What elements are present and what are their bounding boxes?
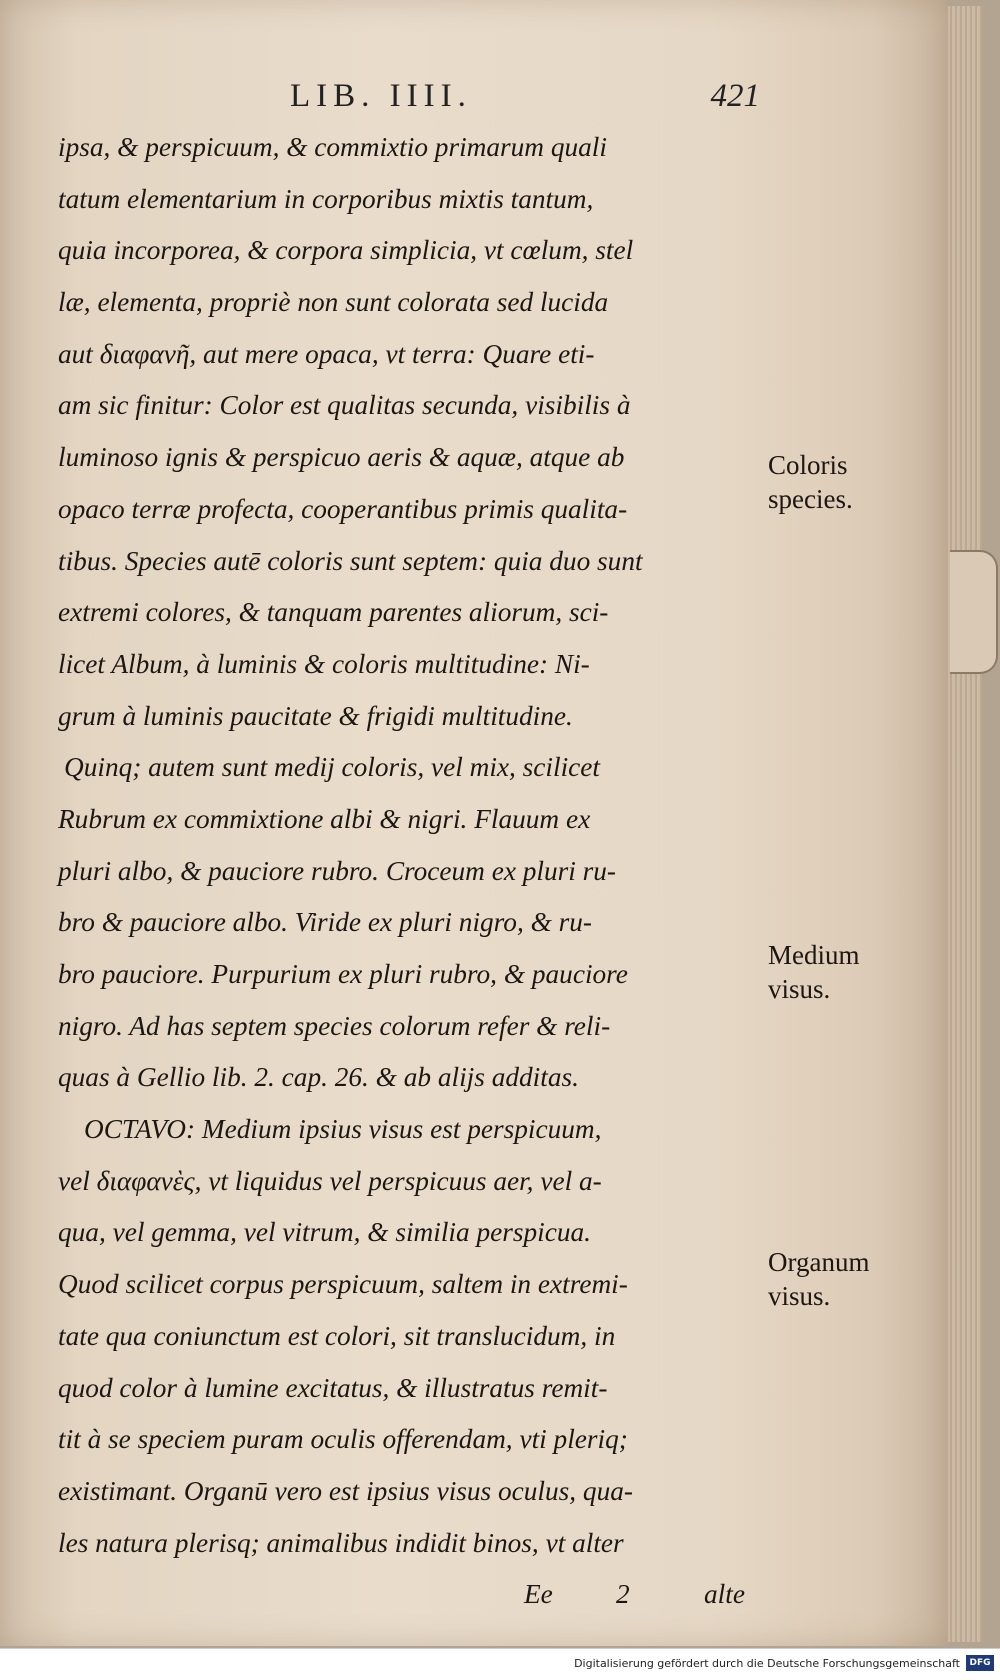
- text-line: opaco terræ profecta, cooperantibus primis qualita-: [58, 493, 628, 524]
- margin-note-line: species.: [768, 484, 853, 514]
- margin-note-medium-visus: [768, 938, 918, 1006]
- text-line: pluri albo, & pauciore rubro. Croceum ex pluri ru-: [58, 855, 617, 886]
- text-line: quod color à lumine excitatus, & illustratus remit-: [58, 1372, 608, 1403]
- text-line: Quinq; autem sunt medij coloris, vel mix, scilicet: [64, 752, 600, 783]
- text-line: les natura plerisq; animalibus indidit binos, vt alter: [58, 1527, 624, 1558]
- text-line: aut διαφανῆ, aut mere opaca, vt terra: Quare eti-: [58, 338, 595, 369]
- text-line: licet Album, à luminis & coloris multitudine: Ni-: [58, 648, 590, 679]
- catchline: [58, 1569, 764, 1621]
- funding-credit: Digitalisierung gefördert durch die Deutsche Forschungsgemeinschaft: [574, 1657, 960, 1670]
- running-head: [290, 78, 760, 118]
- page-edges: [948, 6, 982, 1642]
- margin-note-line: visus.: [768, 1281, 831, 1311]
- thumb-tab: [950, 550, 998, 674]
- text-line: tate qua coniunctum est colori, sit translucidum, in: [58, 1320, 616, 1351]
- margin-note-line: Organum: [768, 1247, 870, 1277]
- text-line: OCTAVO: Medium ipsius visus est perspicuum,: [84, 1114, 602, 1145]
- text-line: Rubrum ex commixtione albi & nigri. Flauum ex: [58, 803, 591, 834]
- margin-note-organum-visus: [768, 1245, 918, 1313]
- text-line: bro & pauciore albo. Viride ex pluri nigro, & ru-: [58, 907, 593, 938]
- text-line: extremi colores, & tanquam parentes aliorum, sci-: [58, 597, 609, 628]
- text-line: quia incorporea, & corpora simplicia, vt cœlum, stel: [58, 235, 634, 266]
- text-line: Quod scilicet corpus perspicuum, saltem in extremi-: [58, 1269, 628, 1300]
- text-line: ipsa, & perspicuum, & commixtio primarum quali: [58, 132, 607, 162]
- signature-number: 2: [616, 1579, 630, 1610]
- text-line: nigro. Ad has septem species colorum refer & reli-: [58, 1010, 611, 1041]
- margin-note-coloris-species: [768, 448, 918, 516]
- text-line: am sic finitur: Color est qualitas secunda, visibilis à: [58, 390, 631, 421]
- catchword: alte: [704, 1579, 745, 1610]
- margin-note-line: Medium: [768, 940, 860, 970]
- text-line: læ, elementa, propriè non sunt colorata sed lucida: [58, 287, 609, 318]
- text-line: vel διαφανὲς, vt liquidus vel perspicuus aer, vel a-: [58, 1165, 602, 1196]
- text-line: grum à luminis paucitate & frigidi multitudine.: [58, 700, 573, 731]
- text-line: tit à se speciem puram oculis offerendam, vti pleriq;: [58, 1424, 628, 1455]
- folio-number: 421: [710, 78, 760, 114]
- text-line: qua, vel gemma, vel vitrum, & similia perspicua.: [58, 1217, 591, 1248]
- footer-bar: [0, 1648, 1000, 1680]
- text-line: quas à Gellio lib. 2. cap. 26. & ab alijs additas.: [58, 1062, 579, 1093]
- signature-mark: Ee: [524, 1579, 553, 1610]
- text-line: bro pauciore. Purpurium ex pluri rubro, & pauciore: [58, 959, 628, 989]
- dfg-logo: DFG: [966, 1655, 994, 1671]
- text-line: existimant. Organū vero est ipsius visus oculus, qua-: [58, 1475, 633, 1506]
- text-line: tibus. Species autē coloris sunt septem: quia duo sunt: [58, 545, 643, 576]
- running-head-title: LIB. IIII.: [290, 78, 472, 114]
- body-text: [58, 122, 764, 1621]
- text-line: tatum elementarium in corporibus mixtis tantum,: [58, 183, 594, 214]
- text-line: luminoso ignis & perspicuo aeris & aquæ, atque ab: [58, 442, 625, 473]
- margin-note-line: visus.: [768, 974, 831, 1004]
- margin-note-line: Coloris: [768, 450, 848, 480]
